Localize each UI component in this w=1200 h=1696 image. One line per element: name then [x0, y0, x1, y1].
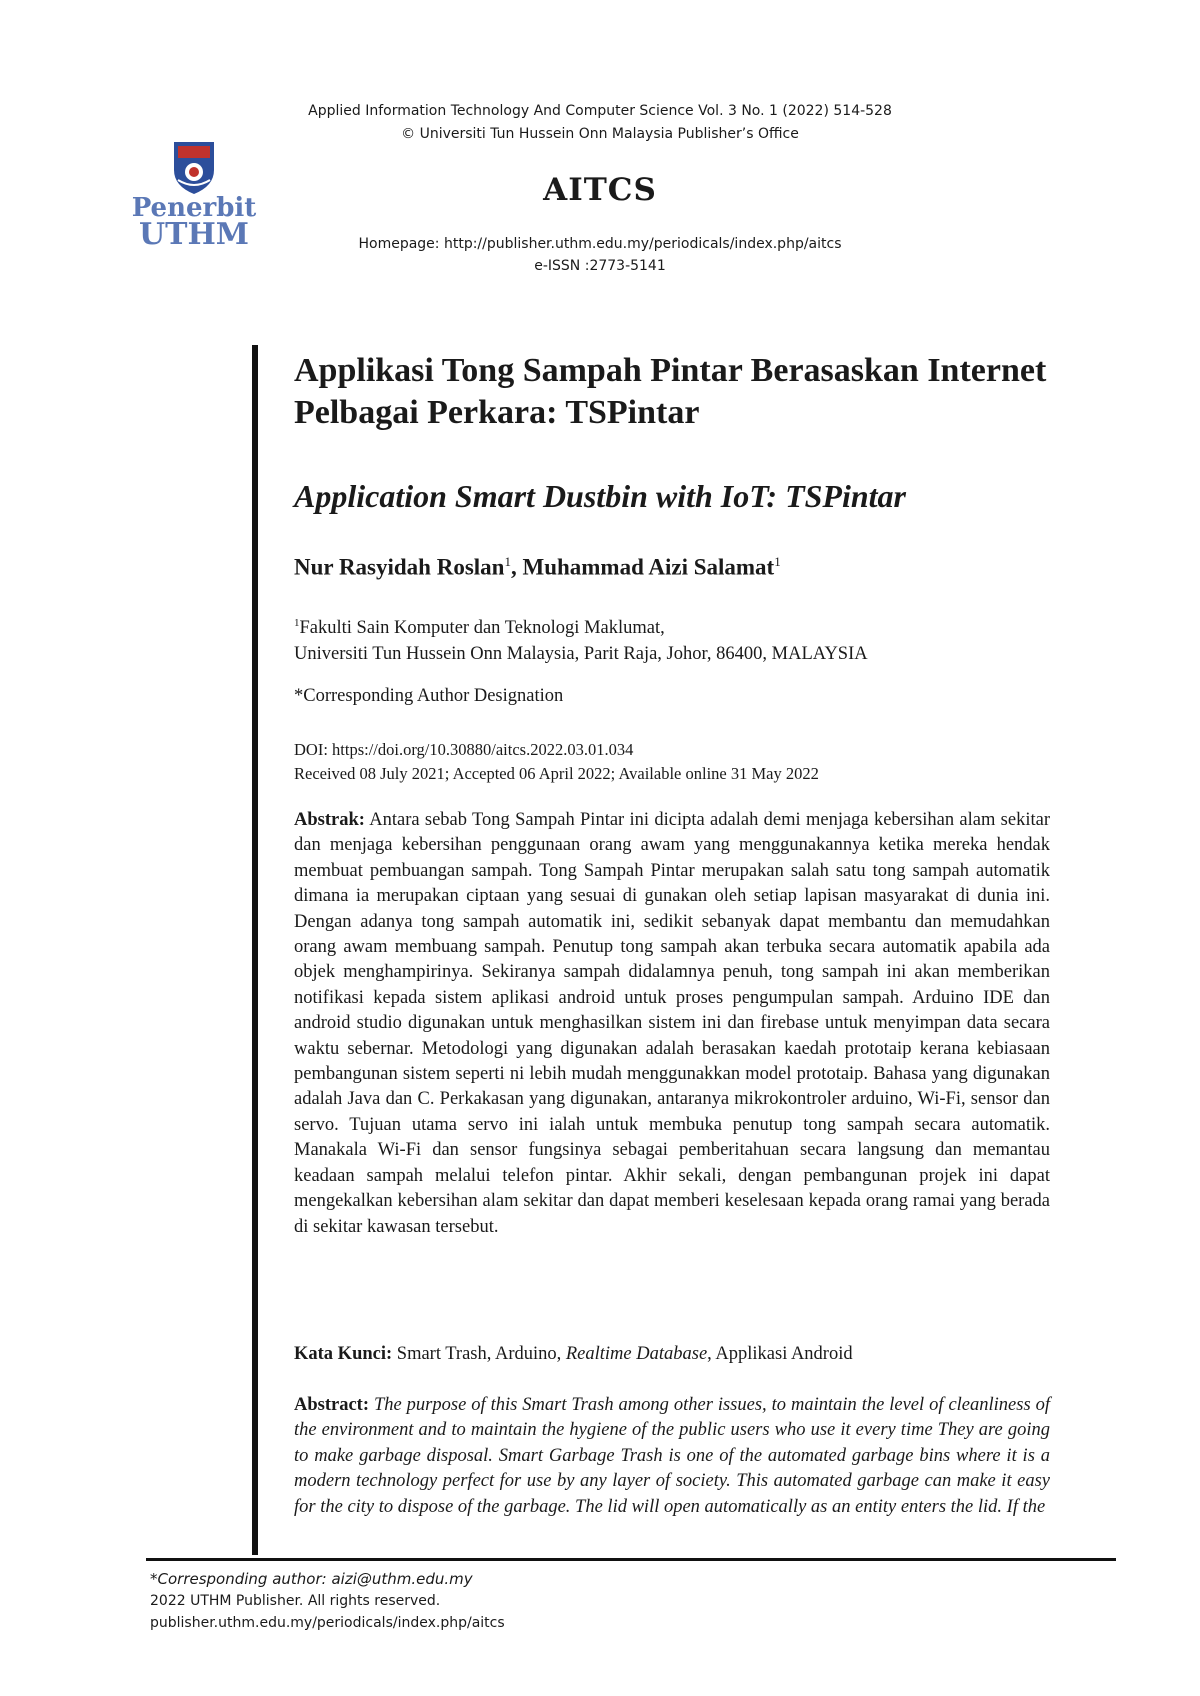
abstract-english	[294, 1393, 1050, 1520]
abstrak-label: Abstrak:	[294, 810, 365, 830]
keywords	[294, 1344, 1050, 1365]
abstrak-text: Antara sebab Tong Sampah Pintar ini dicipta adalah demi menjaga kebersihan alam sekitar dan menjaga kebersihan penggunaan orang awam yang menggunakannya ketika mereka hendak membuat pembuangan sampah. Tong Sampah Pintar merupakan salah satu tong sampah automatik dimana ia merupakan ciptaan yang sesuai di gunakan oleh setiap lapisan masyarakat di dunia ini. Dengan adanya tong sampah automatik ini, sedikit sebanyak dapat membantu dan memudahkan orang awam membuang sampah. Penutup tong sampah akan terbuka secara automatik apabila ada objek menghampirinya. Sekiranya sampah didalamnya penuh, tong sampah ini akan memberikan notifikasi kepada sistem aplikasi android untuk proses pengumpulan sampah. Arduino IDE dan android studio digunakan untuk menghasilkan sistem ini dan firebase untuk menyimpan data secara waktu sebernar. Metodologi yang digunakan adalah berasakan kaedah prototaip kerana kebiasaan pembangunan sistem seperti ni lebih mudah menggunakkan model prototaip. Bahasa yang digunakan adalah Java dan C. Perkakasan yang digunakan, antaranya mikrokontroler arduino, Wi-Fi, sensor dan servo. Tujuan utama servo ini ialah untuk membuka penutup tong sampah secara automatik. Manakala Wi-Fi dan sensor fungsinya sebagai pemberitahuan secara langsung dan memantau keadaan sampah melalui telefon pintar. Akhir sekali, dengan pembangunan projek ini dapat mengekalkan kebersihan alam sekitar dan dapat memberi keselesaan kepada orang ramai yang berada di sekitar kawasan tersebut.	[294, 810, 1050, 1237]
author-name: Nur Rasyidah Roslan	[294, 554, 505, 580]
logo-text-line1: Penerbit	[131, 193, 257, 223]
issn: e-ISSN :2773-5141	[534, 258, 666, 274]
doi-link[interactable]: DOI: https://doi.org/10.30880/aitcs.2022.03.01.034	[294, 740, 634, 759]
affiliation-line1: Fakulti Sain Komputer dan Teknologi Maklumat,	[299, 618, 665, 639]
abstract-label: Abstract:	[294, 1395, 370, 1415]
author-separator: ,	[510, 554, 523, 580]
title-malay: Applikasi Tong Sampah Pintar Berasaskan Internet Pelbagai Perkara: TSPintar	[294, 352, 1047, 431]
publication-info	[294, 738, 1050, 786]
author-affiliation-mark: 1	[504, 554, 511, 569]
page-footer	[150, 1568, 505, 1634]
left-vertical-rule	[252, 345, 258, 1555]
logo-text-line2: UTHM	[138, 217, 250, 250]
rights-notice: 2022 UTHM Publisher. All rights reserved.	[150, 1593, 441, 1609]
keywords-label: Kata Kunci:	[294, 1344, 393, 1364]
journal-line: Applied Information Technology And Computer Science Vol. 3 No. 1 (2022) 514-528	[308, 103, 892, 119]
keywords-text: Smart Trash, Arduino,	[392, 1344, 566, 1364]
title-english: Application Smart Dustbin with IoT: TSPintar	[294, 478, 906, 514]
uthm-crest-icon	[128, 140, 260, 250]
authors	[294, 554, 1050, 581]
author-name: Muhammad Aizi Salamat	[522, 554, 775, 580]
keywords-italic: Realtime Database	[565, 1344, 708, 1364]
corresponding-author-email: *Corresponding author: aizi@uthm.edu.my	[150, 1570, 473, 1588]
footer-rule	[146, 1558, 1116, 1561]
journal-abbreviation: AITCS	[543, 172, 657, 208]
keywords-text-end: , Applikasi Android	[707, 1344, 853, 1364]
affiliation-line2: Universiti Tun Hussein Onn Malaysia, Parit Raja, Johor, 86400, MALAYSIA	[294, 644, 868, 665]
publisher-logo	[128, 140, 260, 250]
author-affiliation-mark: 1	[774, 554, 781, 569]
affiliation-mark: 1	[294, 617, 300, 629]
corresponding-designation: *Corresponding Author Designation	[294, 686, 564, 706]
affiliation	[294, 610, 1050, 667]
publication-dates: Received 08 July 2021; Accepted 06 April 2022; Available online 31 May 2022	[294, 764, 819, 783]
abstrak	[294, 808, 1050, 1240]
homepage-link[interactable]: Homepage: http://publisher.uthm.edu.my/periodicals/index.php/aitcs	[358, 236, 842, 252]
copyright-line: © Universiti Tun Hussein Onn Malaysia Publisher’s Office	[401, 126, 799, 142]
journal-url[interactable]: publisher.uthm.edu.my/periodicals/index.php/aitcs	[150, 1615, 505, 1631]
abstract-text: The purpose of this Smart Trash among other issues, to maintain the level of cleanliness of the environment and to maintain the hygiene of the public users who use it every time They are going to make garbage disposal. Smart Garbage Trash is one of the automated garbage bins where it is a modern technology perfect for use by any layer of society. This automated garbage can make it easy for the city to dispose of the garbage. The lid will open automatically as an entity enters the lid. If the	[294, 1395, 1050, 1517]
